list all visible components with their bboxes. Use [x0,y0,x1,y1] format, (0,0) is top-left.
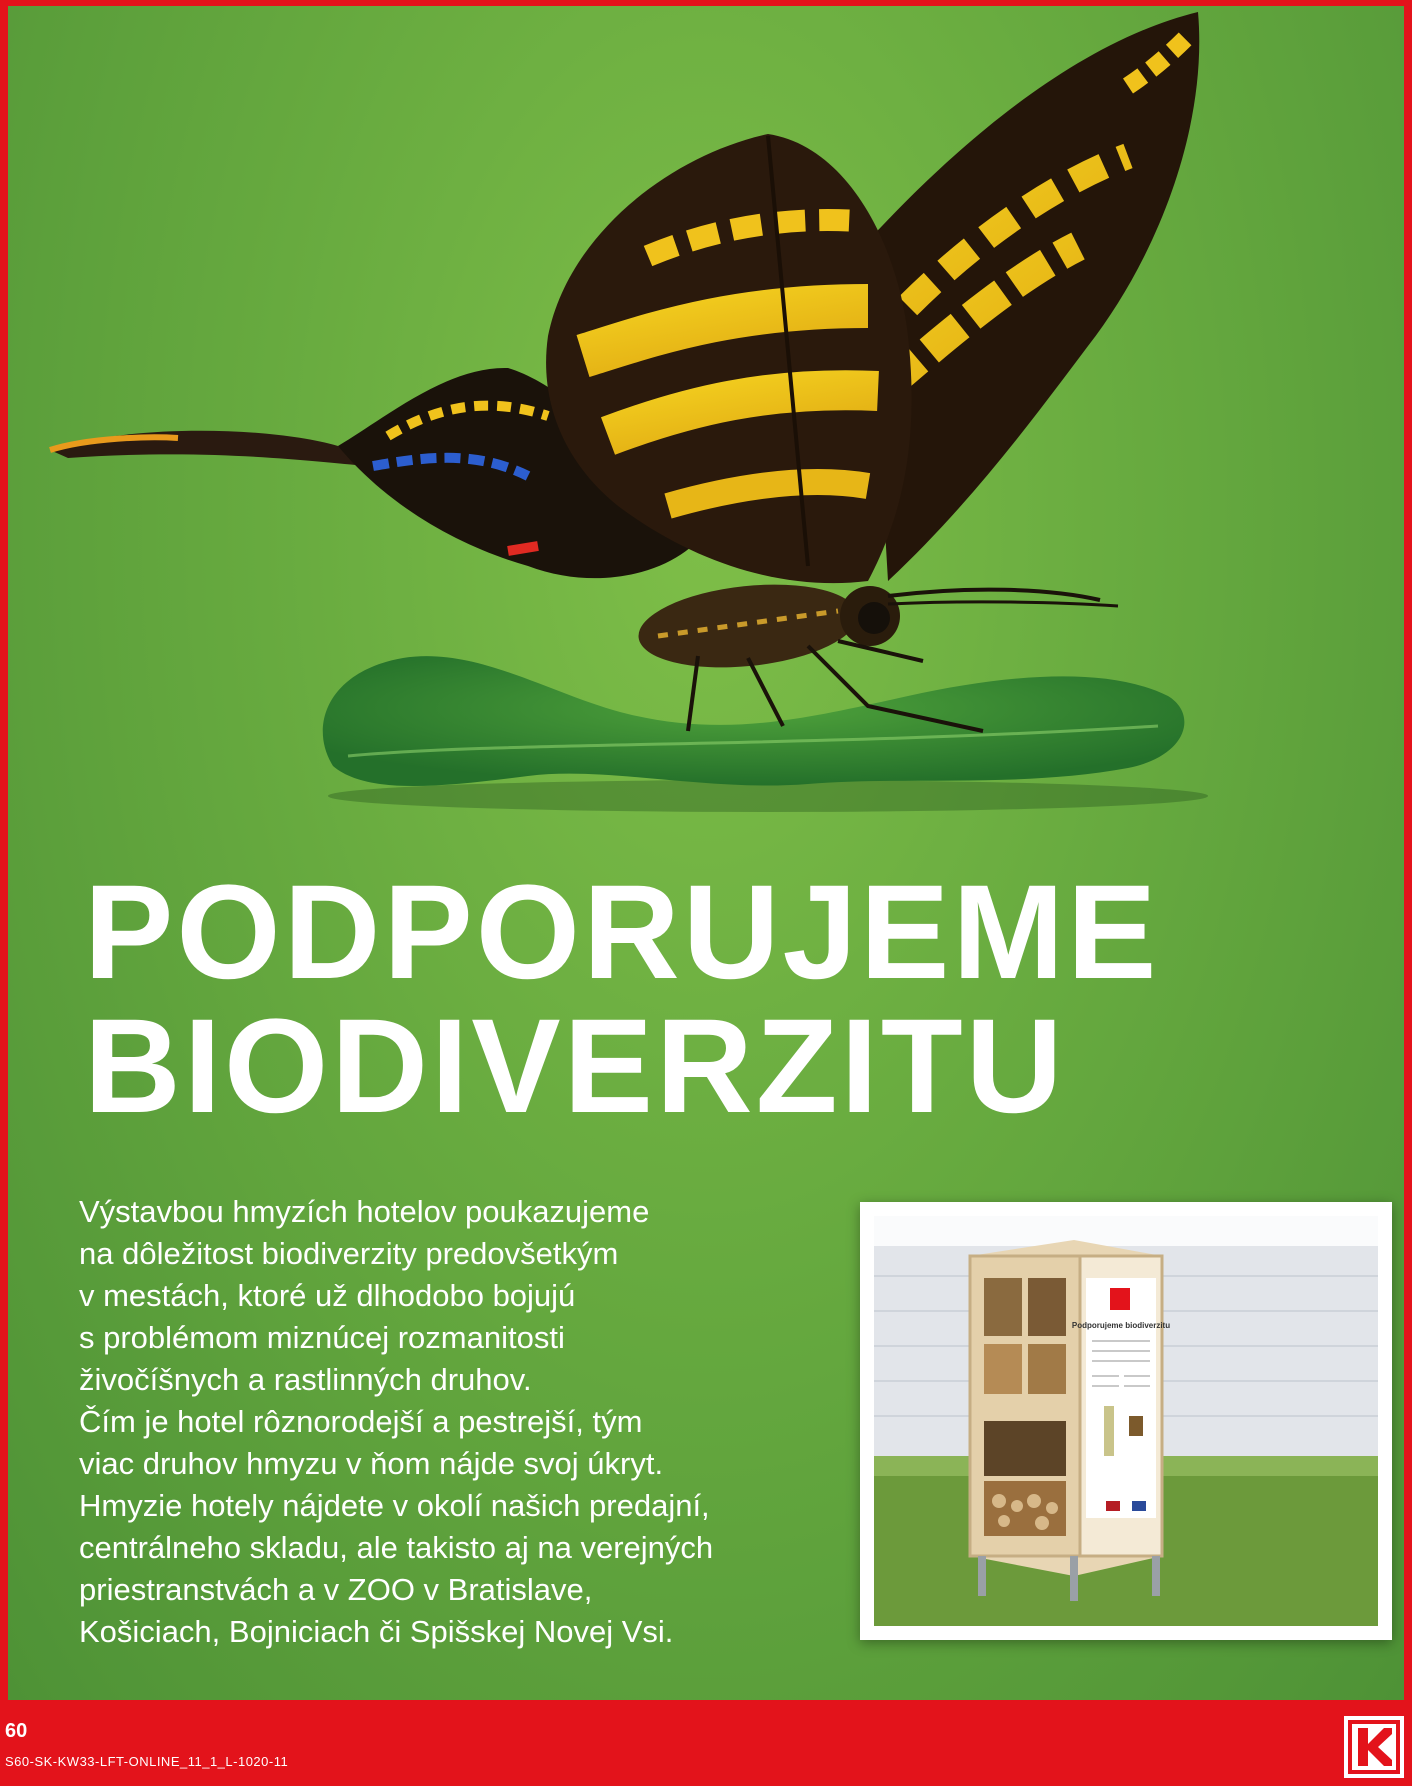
green-panel [8,6,1404,1700]
photo-sign-title: Podporujeme biodiverzitu [1071,1321,1171,1330]
heading-line-1: PODPORUJEME [84,858,1160,1007]
heading-line-2: BIODIVERZITU [84,992,1066,1141]
red-border-right [1404,0,1412,1706]
insect-hotel [970,1240,1170,1601]
document-code: S60-SK-KW33-LFT-ONLINE_11_1_L-1020-11 [5,1754,289,1769]
page-heading [84,858,1324,1141]
body-line: živočíšnych a rastlinných druhov. [79,1362,532,1397]
leaf-illustration [323,656,1185,786]
insect-hotel-photo-frame [860,1202,1392,1640]
body-line: na dôležitost biodiverzity predovšetkým [79,1236,619,1271]
insect-hotel-photo [874,1216,1378,1626]
body-line: s problémom miznúcej rozmanitosti [79,1320,565,1355]
kaufland-logo-icon [1344,1716,1404,1778]
body-line: Výstavbou hmyzích hotelov poukazujeme [79,1194,650,1229]
red-border-left [0,0,8,1706]
body-line: centrálneho skladu, ale takisto aj na verejných [79,1530,714,1565]
body-line: Hmyzie hotely nájdete v okolí našich predajní, [79,1488,710,1523]
body-line: priestranstvách a v ZOO v Bratislave, [79,1572,593,1607]
body-line: viac druhov hmyzu v ňom nájde svoj úkryt. [79,1446,664,1481]
body-line: Košiciach, Bojniciach či Spišskej Novej Vsi. [79,1614,674,1649]
page-number: 60 [5,1720,28,1742]
body-line: Čím je hotel rôznorodejší a pestrejší, tým [79,1404,643,1439]
footer-bar [0,1700,1412,1786]
body-paragraph [79,1191,839,1653]
butterfly-illustration [8,6,1404,826]
body-line: v mestách, ktoré už dlhodobo bojujú [79,1278,576,1313]
